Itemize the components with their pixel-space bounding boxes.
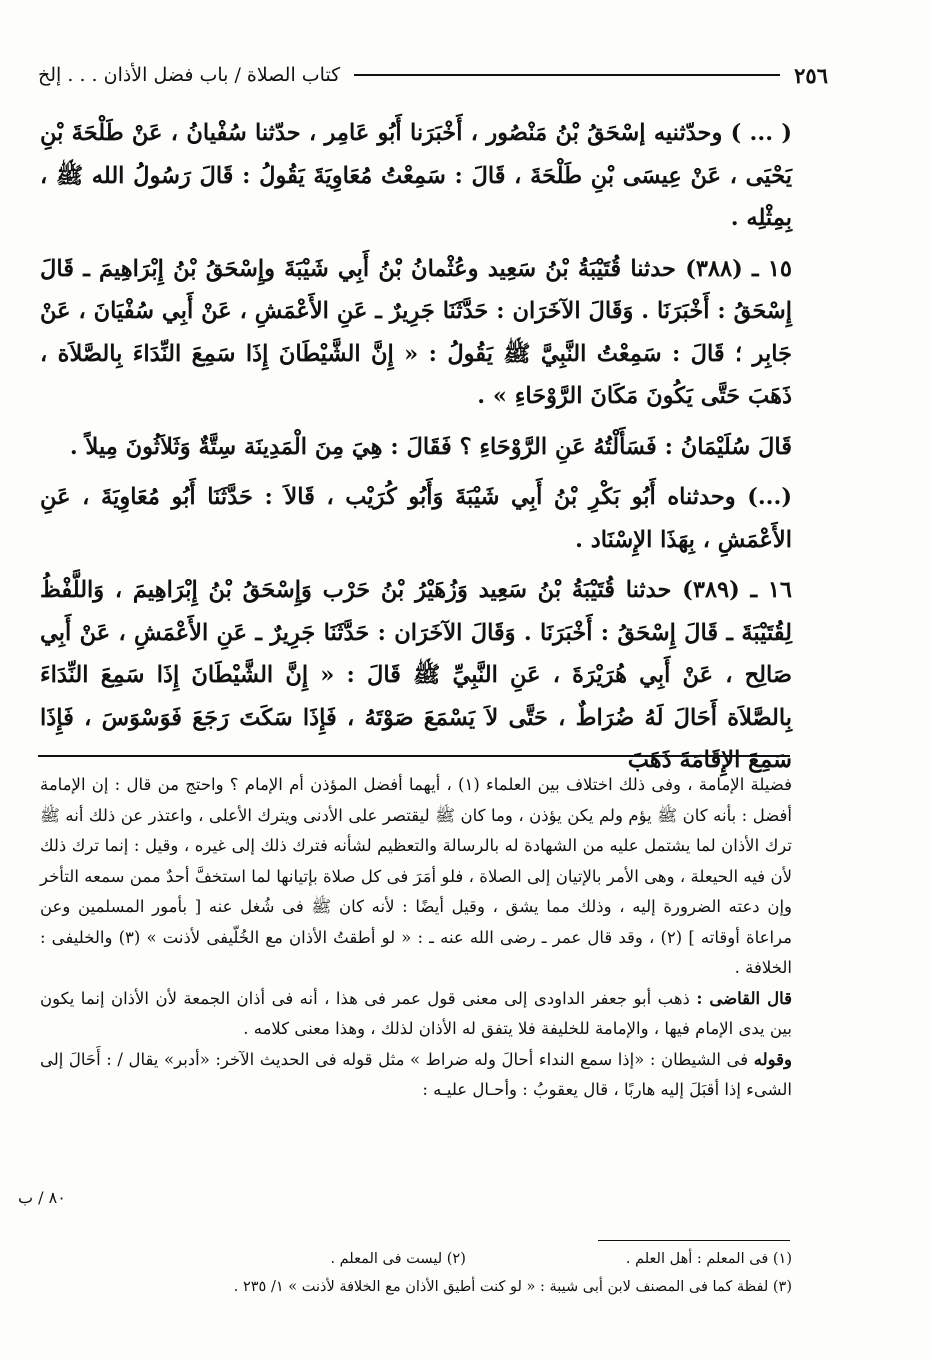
footnote: (٢) ليست فى المعلم . (330, 1251, 466, 1267)
hadith-paragraph: ١٥ ـ (٣٨٨) حدثنا قُتَيْبَةُ بْنُ سَعِيد وعُثْمانُ بْنُ أَبِي شَيْبَةَ وإِسْحَقُ بْنُ إِبْرَاهِيمَ ـ قَالَ إِسْحَقُ : أَخْبَرَنَا . وَقَالَ الآخَرَان : حَدَّثَنَا جَرِيرٌ ـ عَنِ الأَعْمَشِ ، عَنْ أَبِي سُفْيَانَ ، عَنْ جَابِر ؛ قَالَ : سَمِعْتُ النَّبِيَّ ﷺ يَقُولُ : « إِنَّ الشَّيْطَانَ إِذَا سَمِعَ النِّدَاءَ بِالصَّلاَة ، ذَهَبَ حَتَّى يَكُونَ مَكَانَ الرَّوْحَاءِ » . (40, 255, 792, 409)
header-rule (354, 74, 780, 76)
hadith-paragraph: ١٦ ـ (٣٨٩) حدثنا قُتَيْبَةُ بْنُ سَعِيد وَزُهَيْرُ بْنُ حَرْب وَإِسْحَقُ بْنُ إِبْرَاهِيمَ ، وَاللَّفْظُ لِقُتَيْبَةَ ـ قَالَ إِسْحَقُ : أَخْبَرَنَا . وَقَالَ الآخَرَان : حَدَّثَنَا جَرِيرٌ ـ عَنِ الأَعْمَشِ ، عَنْ أَبِي صَالِح ، عَنْ أَبِي هُرَيْرَةَ ، عَنِ النَّبِيِّ ﷺ قَالَ : « إِنَّ الشَّيْطَانَ إِذَا سَمِعَ النِّدَاءَ بِالصَّلاَة أَحَالَ لَهُ ضُرَاطٌ ، حَتَّى لاَ يَسْمَعَ صَوْتَهُ ، فَإِذَا سَكَتَ رَجَعَ فَوَسْوَسَ ، فَإِذَا سَمِعَ الإِقَامَةَ ذَهَبَ (40, 577, 793, 773)
page-number: ٢٥٦ (794, 62, 828, 88)
commentary-paragraph: فضيلة الإمامة ، وفى ذلك اختلاف بين العلماء (١) ، أيهما أفضل المؤذن أم الإمام ؟ واحتج من قال : إن الإمامة أفضل : بأنه كان ﷺ يؤم ولم يكن يؤذن ، وما كان ﷺ ليقتصر على الأدنى ويترك الأعلى ، واعتذر عن ذلك أنه ﷺ ترك الأذان لما يشتمل عليه من الشهادة له بالرسالة والتعظيم لشأنه فترك ذلك إلى غيره ، وقيل : إنما ترك ذلك لأن فيه الحيعلة ، وهى الأمر بالإتيان إلى الصلاة ، فلو أمَرَ فى كل صلاة بإتيانها لما استخفَّ أحدٌ ممن سمعه التأخر وإن دعته الضرورة إليه ، وذلك مما يشق ، وقيل أيضًا : لأنه كان ﷺ فى شُغل عنه [ بأمور المسلمين وعن مراعاة أوقاته ] (٢) ، وقد قال عمر ـ رضى الله عنه ـ : « لو أطقتُ الأذان مع الخُلّيفى لأذنت » (٣) والخليفى : الخلافة . (40, 775, 792, 977)
running-title: كتاب الصلاة / باب فضل الأذان . . . إلخ (38, 64, 341, 86)
manuscript-folio-marker: ٨٠ / ب (18, 1188, 66, 1207)
hadith-paragraph: (...) وحدثناه أَبُو بَكْرِ بْنُ أَبِي شَيْبَةَ وَأَبُو كُرَيْب ، قَالاَ : حَدَّثَنَا أَبُو مُعَاوِيَةَ ، عَنِ الأَعْمَشِ ، بِهَذَا الإِسْنَاد . (40, 484, 792, 553)
commentary-text: ذهب أبو جعفر الداودى إلى معنى قول عمر فى هذا ، أنه فى أذان الجمعة لأن الأذان إنما يكون بين يدى الإمام فيها ، والإمامة للخليفة فلا يتفق له الأذان لذلك ، وهذا معنى كلامه . (40, 988, 792, 1038)
commentary-lead: وقوله (753, 1049, 793, 1069)
commentary-paragraph (40, 984, 792, 1045)
footnote: (٣) لفظة كما فى المصنف لابن أبى شيبة : « لو كنت أطيق الأذان مع الخلافة لأذنت » ١/ ٢٣٥ . (233, 1279, 792, 1295)
commentary-text: فى الشيطان : «إذا سمع النداء أحالَ وله ضراط » مثل قوله فى الحديث الآخر: «أدبر» يقال / : أَحَالَ إلى الشىء إذا أقبَلَ إليه هاربًا ، قال يعقوبُ : وأحـال عليـه : (40, 1049, 792, 1099)
commentary-lead: قال القاضى : (696, 988, 792, 1008)
hadith-paragraph: قَالَ سُلَيْمَانُ : فَسَأَلْتُهُ عَنِ الرَّوْحَاءِ ؟ فَقَالَ : هِيَ مِنَ الْمَدِينَة سِتَّةٌ وَثَلاَثُونَ مِيلاً . (69, 433, 792, 460)
footnote-row (40, 1245, 792, 1273)
footnote: (١) فى المعلم : أهل العلم . (625, 1251, 792, 1267)
hadith-paragraph: ( ... ) وحدّثنيه إسْحَقُ بْنُ مَنْصُور ، أَخْبَرَنا أَبُو عَامِر ، حدّثنا سُفْيانُ ، عَنْ طَلْحَةَ بْنِ يَحْيَى ، عَنْ عِيسَى بْنِ طَلْحَةَ ، قَالَ : سَمِعْتُ مُعَاوِيَةَ يَقُولُ : قَالَ رَسُولُ الله ﷺ ، بِمِثْلِه . (40, 120, 792, 231)
commentary-paragraph (40, 1045, 792, 1106)
footnote-divider (598, 1240, 790, 1241)
footnotes (40, 1245, 792, 1301)
text-commentary-divider (38, 755, 790, 757)
hadith-text (40, 112, 792, 790)
page-header (38, 55, 828, 95)
commentary-section (40, 770, 792, 1106)
